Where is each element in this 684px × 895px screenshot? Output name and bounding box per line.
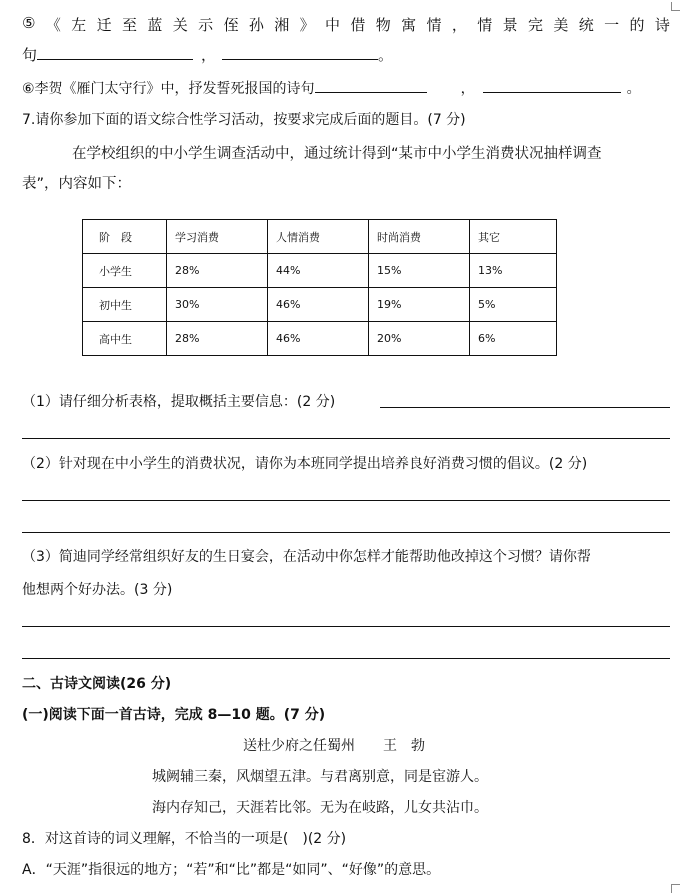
line5-char: 的 <box>629 16 645 34</box>
line5-char: 诗 <box>654 16 670 34</box>
line5-char: 完 <box>527 16 543 34</box>
table-cell: 5% <box>470 288 557 322</box>
poem-line-2: 海内存知己，天涯若比邻。无为在岐路，儿女共沾巾。 <box>152 800 488 816</box>
page-corner-mark <box>671 884 680 893</box>
line5-answer-line <box>22 44 393 65</box>
line5-char: 迁 <box>96 16 112 34</box>
table-row <box>83 322 557 356</box>
answer-line-1b[interactable] <box>22 438 670 439</box>
sub-question-3-line1: （3）简迪同学经常组织好友的生日宴会，在活动中你怎样才能帮助他改掉这个习惯？请你帮 <box>22 549 591 565</box>
line6-prefix: ⑥李贺《雁门太守行》中，抒发誓死报国的诗句 <box>22 81 315 97</box>
line5-char: 一 <box>604 16 620 34</box>
line5-tail-start: 句 <box>22 46 38 64</box>
line5-char: 》 <box>299 16 315 34</box>
line5-char: 关 <box>172 16 188 34</box>
table-header-cell: 人情消费 <box>268 220 369 254</box>
table-header-cell: 时尚消费 <box>369 220 470 254</box>
table-cell: 高中生 <box>83 322 167 356</box>
sub-question-1 <box>22 391 335 411</box>
line5-char: 美 <box>553 16 569 34</box>
page-corner-mark <box>671 2 680 11</box>
line5-char: 寓 <box>401 16 417 34</box>
answer-line-3b[interactable] <box>22 658 670 659</box>
question-8: 8．对这首诗的词义理解，不恰当的一项是( )(2 分) <box>22 831 347 847</box>
table-header-row <box>83 220 557 254</box>
answer-line-3a[interactable] <box>22 626 670 627</box>
table-cell: 20% <box>369 322 470 356</box>
line5-char: 湘 <box>274 16 290 34</box>
table-cell: 19% <box>369 288 470 322</box>
line5-char: ⑤ <box>22 14 36 32</box>
line5-char: 侄 <box>223 16 239 34</box>
table-cell: 30% <box>167 288 268 322</box>
blank-line5-a[interactable] <box>37 45 193 60</box>
line5-char: 统 <box>578 16 594 34</box>
line5-char: 借 <box>350 16 366 34</box>
consumption-survey-table <box>82 219 557 356</box>
poem-line-1: 城阙辅三秦，风烟望五津。与君离别意，同是宦游人。 <box>152 769 488 785</box>
line5-char: 物 <box>375 16 391 34</box>
sub-question-3-line2: 他想两个好办法。(3 分) <box>22 582 173 598</box>
line5-char: 孙 <box>248 16 264 34</box>
table-cell: 28% <box>167 254 268 288</box>
table-row <box>83 288 557 322</box>
blank-line6-a[interactable] <box>315 78 427 93</box>
poem-title: 送杜少府之任蜀州 王 勃 <box>243 738 425 754</box>
table-cell: 小学生 <box>83 254 167 288</box>
line5-char: 中 <box>324 16 340 34</box>
table-cell: 46% <box>268 322 369 356</box>
answer-line-2b[interactable] <box>22 532 670 533</box>
blank-line5-b[interactable] <box>222 45 378 60</box>
table-header-cell: 阶 段 <box>83 220 167 254</box>
question-8-option-a[interactable]: A．“天涯”指很远的地方；“若”和“比”都是“如同”、“好像”的意思。 <box>22 862 441 878</box>
table-cell: 28% <box>167 322 268 356</box>
line5-end: 。 <box>378 46 394 64</box>
table-cell: 15% <box>369 254 470 288</box>
line6-question <box>22 78 641 98</box>
line6-comma: ， <box>460 81 475 97</box>
blank-line6-b[interactable] <box>483 78 621 93</box>
table-cell: 初中生 <box>83 288 167 322</box>
line5-comma: ， <box>201 46 217 64</box>
answer-line-1a[interactable] <box>380 407 670 408</box>
q7-intro-line1: 在学校组织的中小学生调查活动中，通过统计得到“某市中小学生消费状况抽样调查 <box>72 146 602 162</box>
table-cell: 13% <box>470 254 557 288</box>
answer-line-2a[interactable] <box>22 500 670 501</box>
line6-end: 。 <box>626 81 641 97</box>
table-cell: 6% <box>470 322 557 356</box>
sub-question-2: （2）针对现在中小学生的消费状况，请你为本班同学提出培养良好消费习惯的倡议。(2 分) <box>22 456 588 472</box>
line5-char: 情 <box>426 16 442 34</box>
line5-char: 蓝 <box>147 16 163 34</box>
line5-question <box>22 14 670 35</box>
table-header-cell: 其它 <box>470 220 557 254</box>
line5-char: 《 <box>45 16 61 34</box>
table-row <box>83 254 557 288</box>
line5-char: 左 <box>71 16 87 34</box>
q7-title: 7.请你参加下面的语文综合性学习活动，按要求完成后面的题目。(7 分) <box>22 112 466 128</box>
part-1-heading: (一)阅读下面一首古诗，完成 8—10 题。(7 分) <box>22 707 326 723</box>
section-2-heading: 二、古诗文阅读(26 分) <box>22 676 172 692</box>
table-header-cell: 学习消费 <box>167 220 268 254</box>
table-cell: 44% <box>268 254 369 288</box>
q7-intro-line2: 表”，内容如下： <box>22 176 132 192</box>
line5-char: ， <box>451 16 467 34</box>
sub-question-1-text: （1）请仔细分析表格，提取概括主要信息：(2 分) <box>22 394 336 410</box>
line5-char: 景 <box>502 16 518 34</box>
line5-char: 情 <box>477 16 493 34</box>
line5-char: 至 <box>121 16 137 34</box>
line5-char: 示 <box>198 16 214 34</box>
table-cell: 46% <box>268 288 369 322</box>
